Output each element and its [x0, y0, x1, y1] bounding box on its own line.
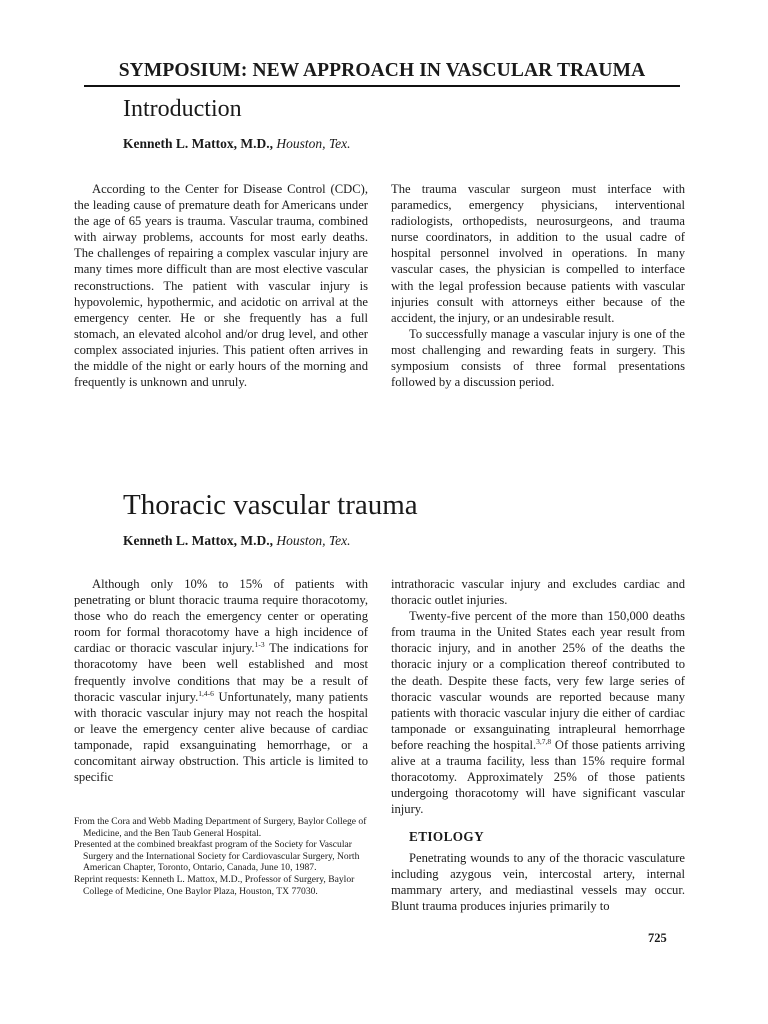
thoracic-right-paragraph-1: intrathoracic vascular injury and excludes cardiac and thoracic outlet injuries.	[391, 577, 685, 608]
thoracic-left-paragraph	[74, 576, 368, 785]
intro-right-paragraph-1: The trauma vascular surgeon must interface with paramedics, emergency physicians, interventional radiologists, orthopedists, neurosurgeons, and trauma nurse coordinators, in addition to the usual cadre of hospital personnel involved in operations. In many vascular cases, the physician is compelled to interface with the legal profession because patients with vascular injuries consult with attorneys either because of the accident, the injury, or an undesirable result.	[391, 182, 685, 325]
etiology-heading: ETIOLOGY	[409, 829, 485, 845]
thoracic-left-text-b: The indications for thoracotomy have been well established and most frequently involve conditions that may be a result of thoracic vascular injury.	[74, 641, 369, 704]
citation-superscript: 1,4-6	[198, 688, 214, 698]
intro-title: Introduction	[123, 96, 242, 122]
thoracic-right-text-a: Twenty-five percent of the more than 150,000 deaths from trauma in the United States each year result from thoracic injury, and in another 25% of the deaths the thoracic injury or a complication thereof contributed to the death. Despite these facts, very few large series of thoracic vascular wounds are reported because many patients with thoracic vascular injury die either of cardiac tamponade or exsanguinating intrapleural hemorrhage before reaching the hospital.	[391, 609, 685, 752]
thoracic-right-text-b: Of those patients arriving alive at a trauma facility, less than 15% require formal thoracotomy. Approximately 25% of those patients undergoing thoracotomy will have significant vascular injury.	[391, 737, 685, 817]
thoracic-right-paragraph-2	[391, 608, 685, 817]
citation-superscript: 3,7,8	[536, 736, 552, 746]
thoracic-location: Houston, Tex.	[276, 533, 351, 548]
footnote-presented: Presented at the combined breakfast program of the Society for Vascular Surgery and the International Society for Cardiovascular Surgery, North American Chapter, Toronto, Ontario, Canada, June 10, 1987.	[74, 839, 360, 874]
etiology-paragraph: Penetrating wounds to any of the thoracic vasculature including azygous vein, intercostal artery, internal mammary artery, and mediastinal vessels may occur. Blunt trauma produces injuries primarily to	[391, 850, 685, 913]
intro-right-column	[391, 181, 685, 390]
symposium-header: SYMPOSIUM: NEW APPROACH IN VASCULAR TRAUMA	[118, 60, 646, 81]
thoracic-left-text-a: Although only 10% to 15% of patients with penetrating or blunt thoracic trauma require thoracotomy, those who do reach the emergency center or operating room for formal thoracotomy have a high incidence of cardiac or thoracic vascular injury.	[74, 577, 368, 656]
thoracic-byline	[123, 533, 351, 549]
footnotes	[74, 816, 374, 897]
citation-superscript: 1-3	[254, 640, 265, 650]
thoracic-left-column	[74, 576, 368, 785]
thoracic-title: Thoracic vascular trauma	[123, 489, 418, 521]
intro-location: Houston, Tex.	[276, 136, 351, 151]
thoracic-left-text-c: Unfortunately, many patients with thoracic vascular injury may not reach the hospital or leave the emergency center alive because of cardiac tamponade, rapid exsanguinating hemorrhage, or a concomitant airway obstruction. This article is limited to specific	[74, 689, 368, 785]
header-rule	[84, 85, 680, 87]
thoracic-right-column	[391, 576, 685, 914]
intro-left-column	[74, 181, 368, 390]
intro-right-paragraph-2: To successfully manage a vascular injury is one of the most challenging and rewarding feats in surgery. This symposium consists of three formal presentations followed by a discussion period.	[391, 326, 685, 390]
page-number: 725	[648, 931, 667, 945]
intro-left-paragraph: According to the Center for Disease Control (CDC), the leading cause of premature death for Americans under the age of 65 years is trauma. Vascular trauma, combined with airway problems, accounts for most early deaths. The challenges of repairing a complex vascular injury are many times more difficult than are most elective vascular reconstructions. The patient with vascular injury is hypovolemic, hypothermic, and acidotic on arrival at the emergency center. He or she frequently has a full stomach, an elevated alcohol and/or drug level, and other complex associated injuries. This patient often arrives in the middle of the night or early hours of the morning and frequently is unknown and unruly.	[74, 182, 368, 390]
footnote-affiliation: From the Cora and Webb Mading Department of Surgery, Baylor College of Medicine, and the Ben Taub General Hospital.	[74, 816, 367, 839]
intro-author: Kenneth L. Mattox, M.D.,	[123, 136, 273, 151]
intro-byline	[123, 136, 351, 152]
thoracic-author: Kenneth L. Mattox, M.D.,	[123, 533, 273, 548]
footnote-reprints: Reprint requests: Kenneth L. Mattox, M.D., Professor of Surgery, Baylor College of Medicine, One Baylor Plaza, Houston, TX 77030.	[74, 873, 355, 897]
